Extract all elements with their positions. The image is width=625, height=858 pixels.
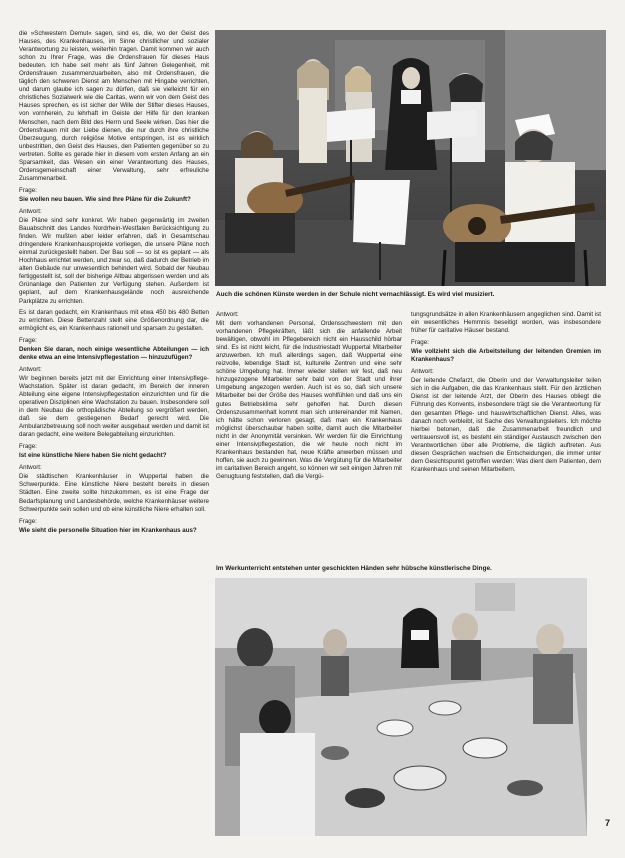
intro-paragraph: die »Schwestern Demut« sagen, sind es, die, wo der Geist des Hauses, des Krankenhauses, im Sinne christlicher und sozialer Verantwortung zu leisten, weiterhin tragen. Damit kommen wir auch schon zu Ihrer Frage, was die Ordensfrauen für dieses Haus bedeuten. Ich habe seit mehr als fünf Jahren Gelegenheit, mit Ordensfrauen zusammenzuarbeiten, also mit Ordensfrauen, die täglich den schweren Dienst am Menschen mit Hingabe verrichten, und darum glaube ich sagen zu dürfen, daß sie vielleicht für ein christliches Sozialwerk wie die Caritas, wenn wir von dem Geist des Hauses sprechen, es ist sicher der Wille der Stifter dieses Hauses, von vornherein, zu lehrhaft im Geiste der Hilfe für den kranken Menschen, nach dem Bild des Herrn und Seele wirken. Das hier die Ordensfrauen mit der Liebe dienen, die nur durch ihre christliche Überzeugung, durch religiöse Motive entspringen, ist es wirklich unbestritten, den Geist des Hauses, den Patienten gegenüber so zu vertreten. Sollte es gerade hier in diesem vom ersten Anfang an ein Sparsamkeit, das Wesen ein einer Verantwortung des Hauses, Ordensgemeinschaft einer Verwaltung, sehr erfreuliche Zusammenarbeit. bbox=[19, 30, 209, 182]
answer-text: Die städtischen Krankenhäuser in Wuppertal haben die Schwerpunkte. Eine künstliche Niere besteht bereits in diesen Städten. Eine zweite sollte hinzukommen, es ist eine Frage der Bedarfsplanung und Landesbehörde, welche Krankenhäuser weitere Schwerpunkte sein sollen und ob eine künstliche Niere erhalten soll. bbox=[19, 473, 209, 513]
page-number: 7 bbox=[605, 818, 611, 828]
left-column bbox=[19, 30, 209, 830]
question-text: Denken Sie daran, noch einige wesentliche Abteilungen — ich denke etwa an eine Intensivpflegestation — hinzuzufügen? bbox=[19, 345, 209, 361]
craft-lesson-photo bbox=[215, 578, 587, 836]
question-label: Frage: bbox=[19, 443, 37, 451]
answer-label: Antwort: bbox=[19, 207, 42, 215]
question-text: Wie vollzieht sich die Arbeitsteilung der leitenden Gremien im Krankenhaus? bbox=[411, 348, 601, 364]
answer-text: Der leitende Chefarzt, die Oberin und der Verwaltungsleiter teilen sich in die Aufgaben, die das Krankenhaus stellt. Für den ärztlichen Dienst ist der leitende Arzt, der Oberin des Hauses obliegt die Führung des Konvents, insbesondere trägt sie die Verantwortung für den gesamten Pflege- und hauswirtschaftlichen Dienst. Alles, was danach noch verbleibt, ist Sache des Verwaltungsleiters. Ich möchte hierbei betonen, daß die Zusammenarbeit freundlich und vertrauensvoll ist, es besteht ein ständiger Austausch zwischen den Verantwortlichen über alle Probleme, die täglich auftreten. Aus diesen Gesprächen wachsen die Entscheidungen, die immer unter dem Gesichtspunkt getroffen werden: Was dient dem Patienten, dem Krankenhaus und seinen Mitarbeitern. bbox=[411, 377, 601, 473]
answer-label: Antwort: bbox=[216, 311, 239, 318]
craft-lesson-illustration bbox=[215, 578, 587, 836]
question-text: Wie sieht die personelle Situation hier im Krankenhaus aus? bbox=[19, 526, 197, 534]
question-text: Sie wollen neu bauen. Wie sind Ihre Pläne für die Zukunft? bbox=[19, 195, 191, 203]
question-text: Ist eine künstliche Niere haben Sie nicht gedacht? bbox=[19, 452, 167, 460]
right-column bbox=[411, 311, 601, 563]
question-label: Frage: bbox=[19, 336, 37, 344]
middle-column bbox=[216, 311, 402, 563]
answer-text: Es ist daran gedacht, ein Krankenhaus mit etwa 450 bis 480 Betten zu errichten. Diese Bettenzahl stellt eine Größenordnung dar, die ermöglicht es, ein Krankenhaus rationell und sparsam zu gestalten. bbox=[19, 308, 209, 332]
answer-label: Antwort: bbox=[411, 368, 434, 376]
top-photo-caption: Auch die schönen Künste werden in der Schule nicht vernachlässigt. Es wird viel musiziert. bbox=[216, 291, 495, 298]
answer-text: Wir beginnen bereits jetzt mit der Einrichtung einer Intensivpflege-Wachstation. Später ist daran gedacht, im Bereich der inneren Abteilung eine eigene Intensivpflegestation einzurichten und für die operativen Disziplinen eine Wachstation zu bauen. Insbesondere soll in dem Neubau die orthopädische Abteilung so vergrößert werden, daß sie dem gestiegenen Bedarf gerecht wird. Die Ambulanzbetreuung soll noch weiter ausgebaut werden und damit ist daran gedacht, eine weitere Belegabteilung einzurichten. bbox=[19, 374, 209, 439]
music-lesson-illustration bbox=[215, 30, 606, 286]
answer-text: tungsgrundsätze in allen Krankenhäusern angeglichen sind. Damit ist ein wesentliches Hemmnis beseitigt worden, was insbesondere früher für caritative Häuser bestand. bbox=[411, 311, 601, 335]
question-label: Frage: bbox=[19, 186, 37, 194]
answer-label: Antwort: bbox=[19, 365, 42, 373]
answer-text: Die Pläne sind sehr konkret. Wir haben gegenwärtig im zweiten Bauabschnitt des Landes Nordrhein-Westfalen Berücksichtigung zu finden. Wir mußten aber leider erfahren, daß in Gesamtschau dringendere Krankenhausprojekte vorliegen, die unsere Pläne noch einmal zurückgestellt haben. Der Bau soll — so ist es geplant — als Hochhaus errichtet werden, und zwar so, daß dadurch der Betrieb im alten Gebäude nur unwesentlich behindert wird. Sobald der Neubau fertiggestellt ist, soll der bisherige Altbau abgerissen werden und als Grünanlage den Patienten zur Verfügung stehen. Außerdem ist geplant, auf dem Krankenhausgelände noch ausreichende Parkplätze zu errichten. bbox=[19, 217, 209, 305]
answer-label: Antwort: bbox=[19, 464, 42, 472]
bottom-photo-caption: Im Werkunterricht entstehen unter geschickten Händen sehr hübsche künstlerische Dinge. bbox=[216, 565, 492, 572]
question-label: Frage: bbox=[411, 339, 429, 347]
music-lesson-photo bbox=[215, 30, 606, 286]
question-label: Frage: bbox=[19, 517, 37, 525]
answer-text: Mit dem vorhandenen Personal, Ordensschwestern mit den vorhandenen Pflegekräften, läßt sich die anfallende Arbeit bewältigen, obwohl im Pflegebereich nicht ein Hausschild hörbar sind. Es ist nicht leicht, für die Industriestadt Wuppertal Mitarbeiter anzuwerben. Ich muß allerdings sagen, daß Wuppertal eine reizvolle, lebendige Stadt ist, kulturelle Zentren und eine sehr schöne Umgebung hat. Immer wieder stellen wir fest, daß neu hinzugezogene Mitarbeiter sehr bald von der Stadt und ihrer Umgebung angezogen werden. Auch ist es so, daß sich unsere Mitarbeiter bei der Größe des Hauses wohlfühlen und daß uns ein gutes Betriebsklima sehr geholfen hat. Durch diesen Ordenszusammenhalt kommt man sich untereinander mit Namen, ich hätte schon verloren gesagt, daß man ein Krankenhaus möglichst überschaubar haben sollte, damit auch die Mitarbeiter nicht in der Anonymität versinken. Wir werden für die Einrichtung einer Intensivpflegestation, die wir heute noch nicht im Krankenhaus bestanden hat, neue Kräfte anwerben müssen und hoffen, sie auch zu gewinnen. Was die Vergütung für die Mitarbeiter im caritativen Bereich angeht, so können wir seit einigen Jahren mit Genugtuung feststellen, daß die Vergü- bbox=[216, 320, 402, 480]
